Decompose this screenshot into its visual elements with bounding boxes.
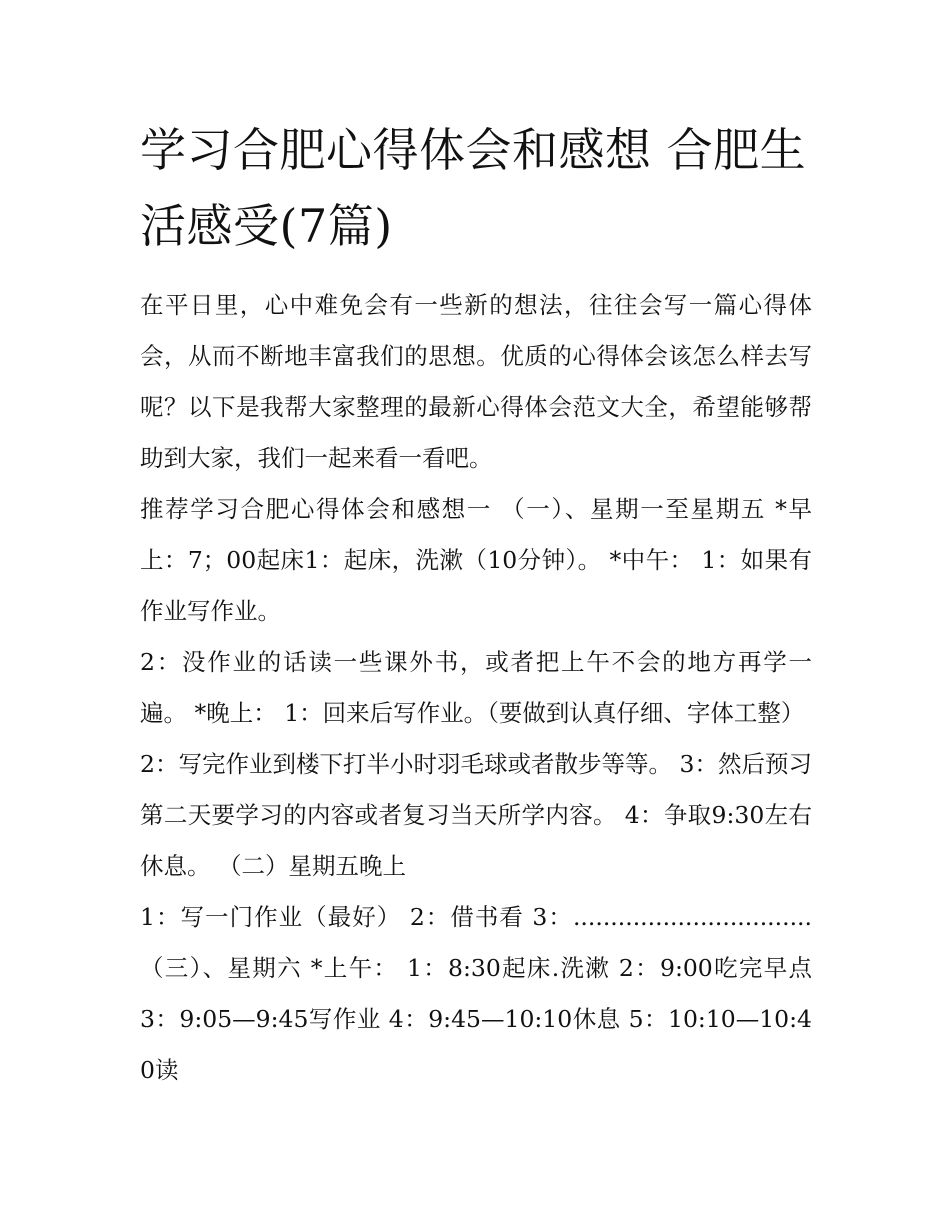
paragraph-weekend-schedule: 1：写一门作业（最好） 2：借书看 3：................................ （三）、星期六 *上午： 1：8:30起床.洗漱 2：9:00吃完早点 3：9:05—9:45写作业 4：9:45—10:10休息 5：10:10—10:40读 xyxy=(140,903,812,1084)
paragraph-after-homework: 2：写完作业到楼下打半小时羽毛球或者散步等等。 3：然后预习第二天要学习的内容或者复习当天所学内容。 4：争取9:30左右休息。 （二）星期五晚上 xyxy=(140,750,812,880)
paragraph-weekday-schedule: 推荐学习合肥心得体会和感想一 （一）、星期一至星期五 *早上：7；00起床1：起床，洗漱（10分钟）。 *中午： 1：如果有作业写作业。 xyxy=(140,495,812,625)
document-body xyxy=(140,112,812,1096)
paragraph-evening-schedule: 2：没作业的话读一些课外书，或者把上午不会的地方再学一遍。 *晚上： 1：回来后写作业。（要做到认真仔细、字体工整） xyxy=(140,648,812,727)
document-title: 学习合肥心得体会和感想 合肥生活感受(7篇) xyxy=(140,123,807,253)
paragraph-intro: 在平日里，心中难免会有一些新的想法，往往会写一篇心得体会，从而不断地丰富我们的思想。优质的心得体会该怎么样去写呢？以下是我帮大家整理的最新心得体会范文大全，希望能够帮助到大家，我们一起来看一看吧。 xyxy=(140,291,812,472)
